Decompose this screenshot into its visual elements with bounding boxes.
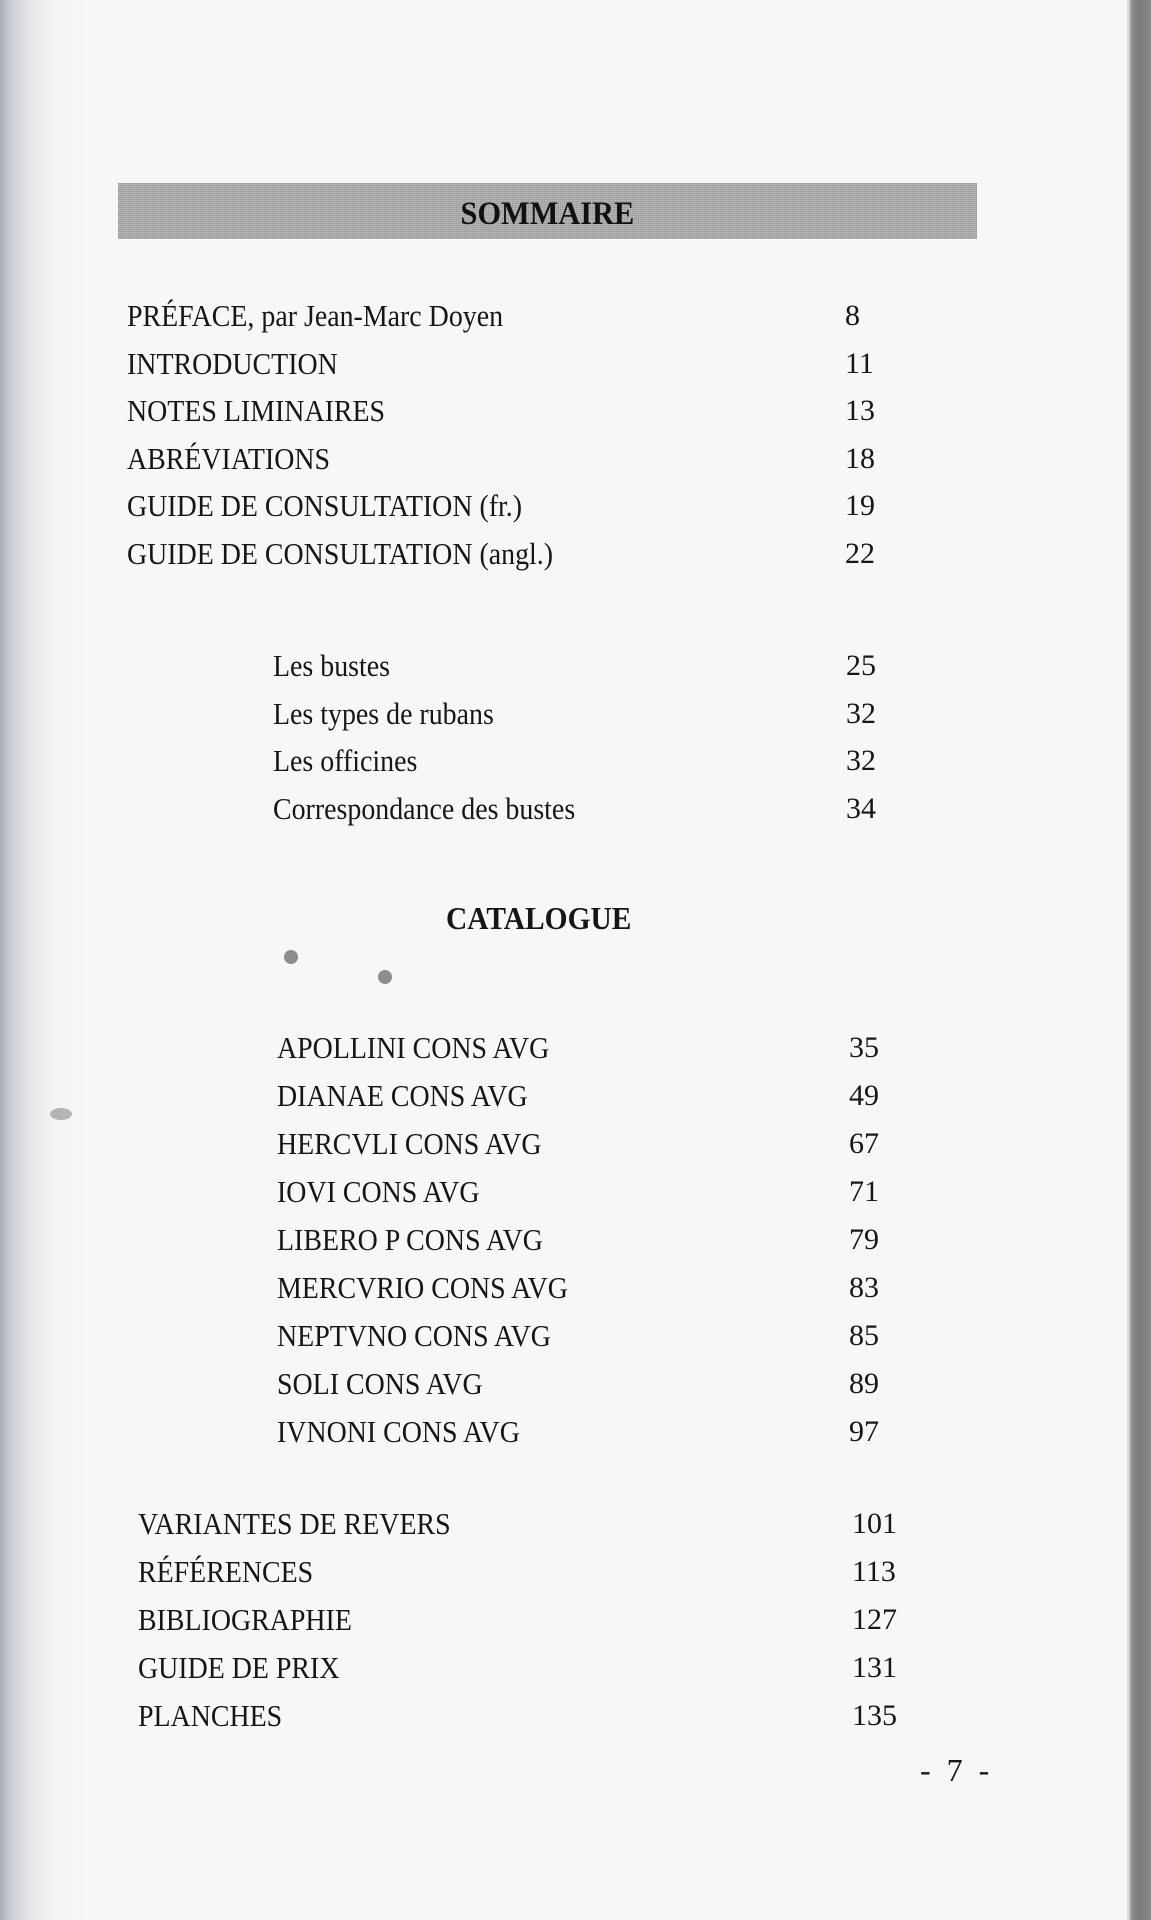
toc-subentry[interactable] [273, 648, 926, 688]
toc-entry-page: 22 [845, 536, 875, 570]
toc-entry-page: 32 [846, 696, 876, 730]
ink-speck [284, 950, 298, 964]
toc-entry-page: 32 [846, 744, 876, 777]
catalogue-entry[interactable] [277, 1414, 929, 1454]
toc-subentry[interactable] [273, 696, 926, 736]
toc-entry-label: VARIANTES DE REVERS [138, 1506, 451, 1541]
toc-entry-page: 101 [852, 1507, 897, 1540]
toc-entry-page: 71 [849, 1175, 879, 1208]
toc-entry-page: 49 [849, 1079, 879, 1112]
toc-entry-label: HERCVLI CONS AVG [277, 1126, 542, 1161]
toc-entry-page: 34 [846, 791, 876, 825]
toc-entry-label: Les officines [273, 743, 418, 778]
toc-entry[interactable] [138, 1602, 932, 1642]
toc-entry-label: PRÉFACE, par Jean-Marc Doyen [127, 298, 504, 333]
catalogue-entry[interactable] [277, 1222, 929, 1262]
sommaire-banner [118, 183, 977, 239]
toc-entry-page: 25 [846, 649, 876, 682]
toc-entry-page: 18 [845, 441, 875, 475]
ink-speck [378, 970, 392, 984]
toc-entry[interactable] [127, 536, 925, 576]
toc-entry-label: SOLI CONS AVG [277, 1366, 483, 1401]
catalogue-entry[interactable] [277, 1366, 929, 1406]
toc-entry-label: Les types de rubans [273, 695, 494, 731]
toc-entry-page: 8 [845, 299, 860, 332]
catalogue-entry[interactable] [277, 1078, 929, 1118]
toc-entry-page: 83 [849, 1271, 879, 1304]
catalogue-entry[interactable] [277, 1270, 929, 1310]
toc-entry-label: GUIDE DE CONSULTATION (angl.) [127, 535, 554, 571]
toc-entry-page: 131 [852, 1651, 897, 1684]
toc-entry-label: NEPTVNO CONS AVG [277, 1318, 551, 1353]
toc-entry-page: 97 [849, 1415, 879, 1448]
toc-entry[interactable] [138, 1650, 932, 1690]
toc-entry-label: Les bustes [273, 648, 391, 683]
toc-entry-label: NOTES LIMINAIRES [127, 393, 386, 428]
ink-speck [50, 1108, 72, 1120]
toc-entry-page: 113 [852, 1555, 896, 1588]
toc-entry-page: 79 [849, 1223, 879, 1256]
page-edge-shadow [1129, 0, 1151, 1920]
page-number: - 7 - [920, 1752, 994, 1788]
toc-entry-page: 11 [845, 346, 874, 380]
toc-entry-label: GUIDE DE CONSULTATION (fr.) [127, 488, 523, 523]
toc-entry-label: PLANCHES [138, 1698, 283, 1733]
toc-entry-label: ABRÉVIATIONS [127, 440, 331, 476]
toc-entry[interactable] [127, 346, 925, 386]
toc-entry-label: IOVI CONS AVG [277, 1174, 480, 1209]
catalogue-heading: CATALOGUE [446, 900, 632, 936]
toc-entry-page: 19 [845, 489, 875, 522]
toc-entry-label: BIBLIOGRAPHIE [138, 1602, 352, 1637]
toc-entry-page: 35 [849, 1031, 879, 1064]
toc-entry-page: 67 [849, 1127, 879, 1160]
toc-entry-label: MERCVRIO CONS AVG [277, 1270, 568, 1305]
toc-entry-label: LIBERO P CONS AVG [277, 1222, 543, 1257]
toc-entry-label: Correspondance des bustes [273, 790, 576, 826]
toc-entry-label: DIANAE CONS AVG [277, 1078, 528, 1113]
toc-entry[interactable] [127, 488, 925, 528]
toc-subentry[interactable] [273, 791, 926, 831]
toc-entry-page: 89 [849, 1367, 879, 1400]
toc-entry-label: IVNONI CONS AVG [277, 1414, 520, 1449]
toc-entry-page: 85 [849, 1319, 879, 1352]
toc-entry-label: INTRODUCTION [127, 345, 338, 381]
toc-entry-label: GUIDE DE PRIX [138, 1650, 340, 1685]
toc-entry[interactable] [138, 1698, 932, 1738]
toc-entry[interactable] [127, 298, 925, 338]
toc-entry[interactable] [127, 393, 925, 433]
catalogue-entry[interactable] [277, 1318, 929, 1358]
toc-entry-page: 127 [852, 1603, 897, 1636]
toc-entry-page: 13 [845, 394, 875, 427]
page-title: SOMMAIRE [460, 195, 635, 232]
toc-entry-label: APOLLINI CONS AVG [277, 1030, 550, 1065]
toc-entry-page: 135 [852, 1699, 897, 1732]
toc-entry[interactable] [127, 441, 925, 481]
toc-entry[interactable] [138, 1554, 932, 1594]
toc-subentry[interactable] [273, 743, 926, 783]
toc-entry[interactable] [138, 1506, 932, 1546]
toc-entry-label: RÉFÉRENCES [138, 1554, 314, 1589]
catalogue-entry[interactable] [277, 1030, 929, 1070]
catalogue-entry[interactable] [277, 1126, 929, 1166]
catalogue-entry[interactable] [277, 1174, 929, 1214]
